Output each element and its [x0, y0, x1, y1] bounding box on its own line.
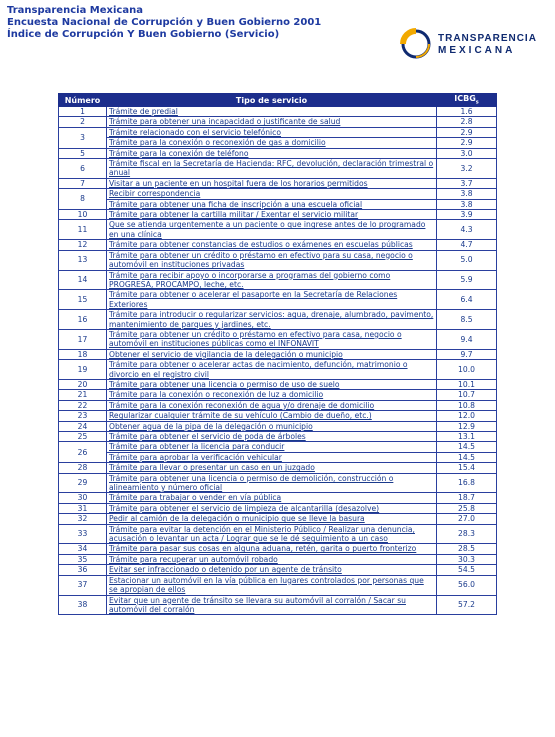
- service-description: Trámite para llevar o presentar un caso en un juzgado: [107, 463, 437, 473]
- table-row: [59, 127, 497, 137]
- table-row: [59, 524, 497, 544]
- icbg-value: 2.8: [437, 117, 497, 127]
- icbg-value: 57.2: [437, 595, 497, 615]
- service-description: Trámite de predial: [107, 107, 437, 117]
- col-header-numero: Número: [59, 94, 107, 107]
- row-number: 10: [59, 210, 107, 220]
- table-row: [59, 442, 497, 452]
- transparencia-mexicana-logo: [398, 26, 538, 66]
- row-number: 1: [59, 107, 107, 117]
- row-number: 35: [59, 554, 107, 564]
- table-row: [59, 199, 497, 209]
- row-number: 5: [59, 148, 107, 158]
- service-description: Obtener agua de la pipa de la delegación o municipio: [107, 421, 437, 431]
- service-description: Trámite fiscal en la Secretaría de Hacienda: RFC, devolución, declaración trimestral o anual: [107, 159, 437, 179]
- table-row: [59, 379, 497, 389]
- row-number: 17: [59, 329, 107, 349]
- icbg-value: 27.0: [437, 514, 497, 524]
- icbg-value: 2.9: [437, 138, 497, 148]
- service-description: Trámite para obtener una licencia o permiso de demolición, construcción o alineamiento y número oficial: [107, 473, 437, 493]
- icbg-value: 54.5: [437, 565, 497, 575]
- table-row: [59, 290, 497, 310]
- service-description: Trámite para la conexión o reconexión de luz a domicilio: [107, 390, 437, 400]
- col-header-icbg: $ICBG_s$: [437, 94, 497, 107]
- row-number: 15: [59, 290, 107, 310]
- service-description: Trámite para obtener una licencia o permiso de uso de suelo: [107, 379, 437, 389]
- icbg-value: 10.0: [437, 360, 497, 380]
- row-number: 34: [59, 544, 107, 554]
- service-description: Trámite para obtener una ficha de inscripción a una escuela oficial: [107, 199, 437, 209]
- table-row: [59, 514, 497, 524]
- row-number: 33: [59, 524, 107, 544]
- row-number: 14: [59, 270, 107, 290]
- icbg-value: 16.8: [437, 473, 497, 493]
- icbg-value: 28.5: [437, 544, 497, 554]
- icbg-value: 3.8: [437, 199, 497, 209]
- table-row: [59, 503, 497, 513]
- table-row: [59, 310, 497, 330]
- service-description: Trámite relacionado con el servicio telefónico: [107, 127, 437, 137]
- icbg-table: [58, 93, 497, 615]
- service-description: Trámite para obtener constancias de estudios o exámenes en escuelas públicas: [107, 240, 437, 250]
- table-row: [59, 452, 497, 462]
- table-row: [59, 411, 497, 421]
- row-number: 31: [59, 503, 107, 513]
- row-number: 19: [59, 360, 107, 380]
- table-row: [59, 390, 497, 400]
- service-description: Trámite para introducir o regularizar servicios: agua, drenaje, alumbrado, pavimento, mantenimiento de parques y jardines, etc.: [107, 310, 437, 330]
- table-row: [59, 107, 497, 117]
- table-row: [59, 329, 497, 349]
- icbg-value: 3.2: [437, 159, 497, 179]
- table-row: [59, 554, 497, 564]
- service-description: Recibir correspondencia: [107, 189, 437, 199]
- icbg-value: 3.9: [437, 210, 497, 220]
- col-header-tipo: Tipo de servicio: [107, 94, 437, 107]
- table-row: [59, 595, 497, 615]
- service-description: Trámite para obtener un crédito o préstamo en efectivo para casa, negocio o automóvil en instituciones públicas como el INFONAVIT: [107, 329, 437, 349]
- icbg-value: 10.1: [437, 379, 497, 389]
- row-number: 8: [59, 189, 107, 210]
- table-row: [59, 138, 497, 148]
- row-number: 25: [59, 432, 107, 442]
- icbg-value: 4.7: [437, 240, 497, 250]
- service-description: Trámite para obtener el servicio de limpieza de alcantarilla (desazolve): [107, 503, 437, 513]
- icbg-value: 14.5: [437, 452, 497, 462]
- table-row: [59, 210, 497, 220]
- logo-ring-icon: [398, 26, 434, 62]
- icbg-value: 18.7: [437, 493, 497, 503]
- service-description: Trámite para obtener el servicio de poda de árboles: [107, 432, 437, 442]
- icbg-value: 1.6: [437, 107, 497, 117]
- service-description: Trámite para obtener una incapacidad o justificante de salud: [107, 117, 437, 127]
- row-number: 13: [59, 250, 107, 270]
- row-number: 2: [59, 117, 107, 127]
- table-row: [59, 575, 497, 595]
- icbg-value: 3.7: [437, 178, 497, 188]
- table-row: [59, 473, 497, 493]
- document-header: [7, 5, 321, 41]
- service-description: Trámite para obtener o acelerar el pasaporte en la Secretaría de Relaciones Exteriores: [107, 290, 437, 310]
- icbg-value: 2.9: [437, 127, 497, 137]
- icbg-value: 56.0: [437, 575, 497, 595]
- row-number: 30: [59, 493, 107, 503]
- table-row: [59, 463, 497, 473]
- table-row: [59, 250, 497, 270]
- service-description: Trámite para recibir apoyo o incorporarse a programas del gobierno como PROGRESA, PROCAMPO, leche, etc.: [107, 270, 437, 290]
- row-number: 22: [59, 400, 107, 410]
- icbg-value: 3.8: [437, 189, 497, 199]
- table-row: [59, 400, 497, 410]
- table-row: [59, 148, 497, 158]
- icbg-value: 15.4: [437, 463, 497, 473]
- row-number: 11: [59, 220, 107, 240]
- service-description: Evitar que un agente de tránsito se llevara su automóvil al corralón / Sacar su automóvil del corralón: [107, 595, 437, 615]
- row-number: 7: [59, 178, 107, 188]
- row-number: 38: [59, 595, 107, 615]
- row-number: 16: [59, 310, 107, 330]
- icbg-value: 5.9: [437, 270, 497, 290]
- table-body: [59, 107, 497, 615]
- logo-text-line1: TRANSPARENCIA: [438, 33, 537, 44]
- service-description: Trámite para la conexión de teléfono: [107, 148, 437, 158]
- service-description: Estacionar un automóvil en la vía pública en lugares controlados por personas que se apropian de ellos: [107, 575, 437, 595]
- table-row: [59, 360, 497, 380]
- icbg-value: 4.3: [437, 220, 497, 240]
- table-row: [59, 493, 497, 503]
- service-description: Que se atienda urgentemente a un paciente o que ingrese antes de lo programado en una clínica: [107, 220, 437, 240]
- service-description: Trámite para obtener un crédito o préstamo en efectivo para su casa, negocio o automóvil en instituciones privadas: [107, 250, 437, 270]
- service-description: Evitar ser infraccionado o detenido por un agente de tránsito: [107, 565, 437, 575]
- icbg-value: 25.8: [437, 503, 497, 513]
- service-description: Trámite para obtener o acelerar actas de nacimiento, defunción, matrimonio o divorcio en el registro civil: [107, 360, 437, 380]
- icbg-value: 5.0: [437, 250, 497, 270]
- icbg-value: 14.5: [437, 442, 497, 452]
- table-row: [59, 159, 497, 179]
- table-row: [59, 421, 497, 431]
- icbg-value: 13.1: [437, 432, 497, 442]
- service-description: Trámite para aprobar la verificación vehicular: [107, 452, 437, 462]
- icbg-value: 12.0: [437, 411, 497, 421]
- icbg-value: 10.7: [437, 390, 497, 400]
- service-description: Trámite para pasar sus cosas en alguna aduana, retén, garita o puerto fronterizo: [107, 544, 437, 554]
- table-row: [59, 117, 497, 127]
- table-row: [59, 270, 497, 290]
- row-number: 18: [59, 349, 107, 359]
- service-description: Trámite para trabajar o vender en vía pública: [107, 493, 437, 503]
- logo-text-line2: MEXICANA: [438, 45, 516, 56]
- icbg-value: 9.4: [437, 329, 497, 349]
- row-number: 29: [59, 473, 107, 493]
- service-description: Obtener el servicio de vigilancia de la delegación o municipio: [107, 349, 437, 359]
- icbg-value: 10.8: [437, 400, 497, 410]
- header-organization: Transparencia Mexicana: [7, 5, 143, 16]
- icbg-value: 28.3: [437, 524, 497, 544]
- row-number: 20: [59, 379, 107, 389]
- icbg-value: 8.5: [437, 310, 497, 330]
- table-row: [59, 349, 497, 359]
- service-description: Trámite para la conexión o reconexión de gas a domicilio: [107, 138, 437, 148]
- service-description: Trámite para obtener la cartilla militar / Exentar el servicio militar: [107, 210, 437, 220]
- row-number: 26: [59, 442, 107, 463]
- service-description: Trámite para la conexión reconexión de agua y/o drenaje de domicilio: [107, 400, 437, 410]
- service-description: Regularizar cualquier trámite de su vehículo (Cambio de dueño, etc.): [107, 411, 437, 421]
- row-number: 37: [59, 575, 107, 595]
- row-number: 6: [59, 159, 107, 179]
- row-number: 24: [59, 421, 107, 431]
- row-number: 21: [59, 390, 107, 400]
- table-row: [59, 432, 497, 442]
- row-number: 36: [59, 565, 107, 575]
- header-index-title: Índice de Corrupción Y Buen Gobierno (Servicio): [7, 29, 280, 40]
- service-description: Visitar a un paciente en un hospital fuera de los horarios permitidos: [107, 178, 437, 188]
- table-header-row: [59, 94, 497, 107]
- icbg-value: 12.9: [437, 421, 497, 431]
- service-description: Pedir al camión de la delegación o municipio que se lleve la basura: [107, 514, 437, 524]
- row-number: 28: [59, 463, 107, 473]
- icbg-value: 6.4: [437, 290, 497, 310]
- row-number: 32: [59, 514, 107, 524]
- service-description: Trámite para obtener la licencia para conducir: [107, 442, 437, 452]
- service-description: Trámite para recuperar un automóvil robado: [107, 554, 437, 564]
- table-row: [59, 544, 497, 554]
- table-row: [59, 220, 497, 240]
- row-number: 23: [59, 411, 107, 421]
- table-row: [59, 189, 497, 199]
- table-row: [59, 565, 497, 575]
- table-row: [59, 178, 497, 188]
- row-number: 3: [59, 127, 107, 148]
- icbg-value: 3.0: [437, 148, 497, 158]
- table-row: [59, 240, 497, 250]
- icbg-value: 30.3: [437, 554, 497, 564]
- icbg-value: 9.7: [437, 349, 497, 359]
- row-number: 12: [59, 240, 107, 250]
- header-survey-title: Encuesta Nacional de Corrupción y Buen Gobierno 2001: [7, 17, 322, 28]
- service-description: Trámite para evitar la detención en el Ministerio Público / Realizar una denuncia, acusación o levantar un acta / Lograr que se le dé seguimiento a un caso: [107, 524, 437, 544]
